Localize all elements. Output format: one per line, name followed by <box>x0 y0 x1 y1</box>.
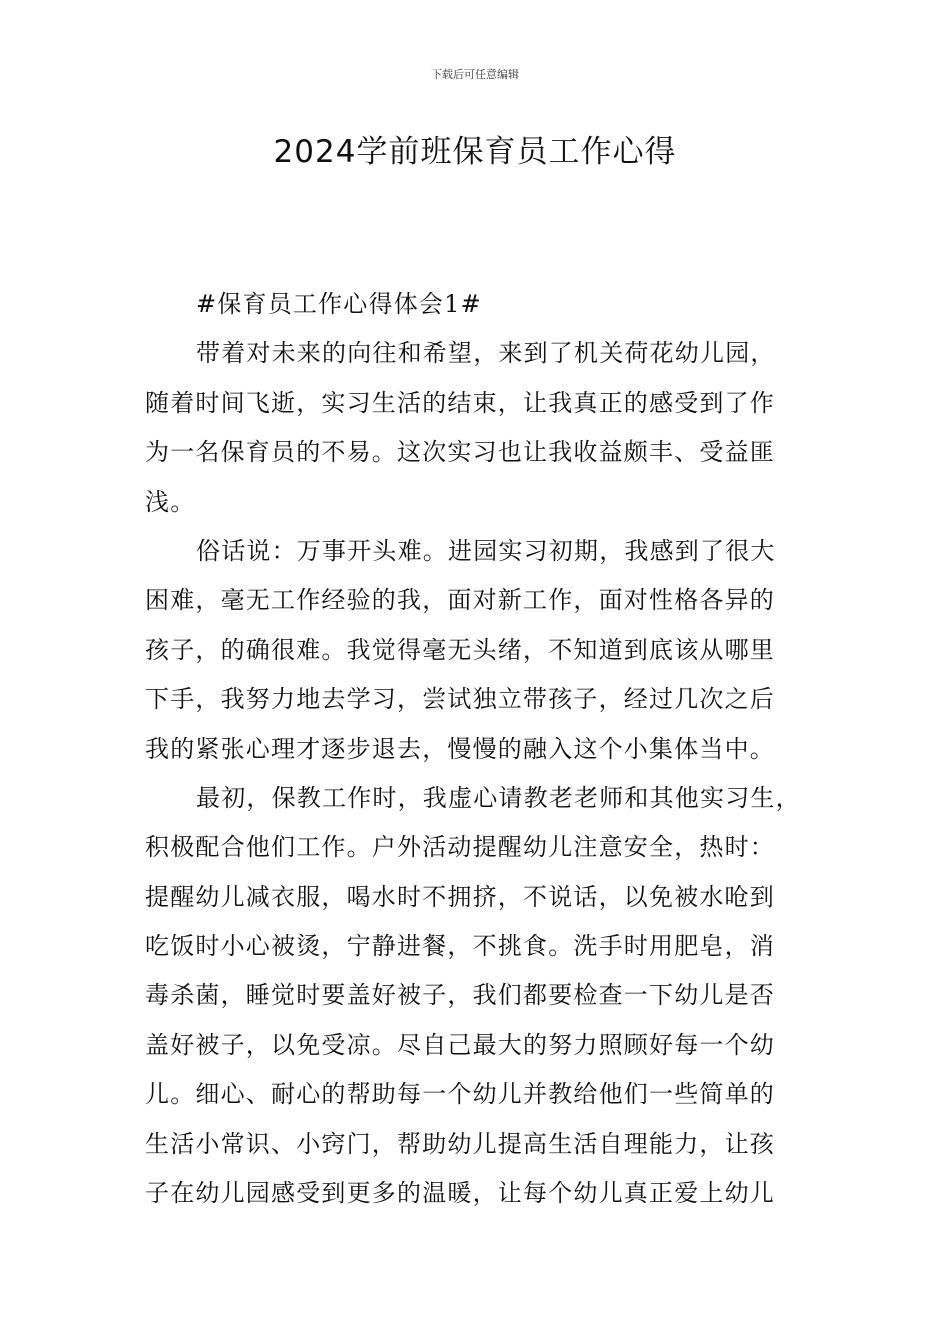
paragraph-line: 随着时间飞逝，实习生活的结束，让我真正的感受到了作 <box>145 388 775 417</box>
paragraph-line: 毒杀菌，睡觉时要盖好被子，我们都要检查一下幼儿是否 <box>145 981 775 1010</box>
paragraph-line: 困难，毫无工作经验的我，面对新工作，面对性格各异的 <box>145 586 775 615</box>
paragraph-line: 下手，我努力地去学习，尝试独立带孩子，经过几次之后 <box>145 685 775 714</box>
paragraph-line: 子在幼儿园感受到更多的温暖，让每个幼儿真正爱上幼儿 <box>145 1179 775 1208</box>
paragraph-line: 带着对未来的向往和希望，来到了机关荷花幼儿园， <box>196 339 776 368</box>
document-title: 2024学前班保育员工作心得 <box>273 134 677 170</box>
header-note: 下载后可任意编辑 <box>431 68 519 81</box>
paragraph-line: 孩子，的确很难。我觉得毫无头绪，不知道到底该从哪里 <box>145 635 775 664</box>
paragraph-line: 我的紧张心理才逐步退去，慢慢的融入这个小集体当中。 <box>145 734 775 763</box>
paragraph-line: 吃饭时小心被烫，宁静进餐，不挑食。洗手时用肥皂，消 <box>145 932 775 961</box>
document-body <box>145 280 809 1218</box>
paragraph-line: 俗话说：万事开头难。进园实习初期，我感到了很大 <box>196 536 776 565</box>
paragraph-line: 最初，保教工作时，我虚心请教老老师和其他实习生， <box>196 783 801 812</box>
paragraph-line: 提醒幼儿减衣服，喝水时不拥挤，不说话，以免被水呛到 <box>145 882 775 911</box>
paragraph-line: 积极配合他们工作。户外活动提醒幼儿注意安全，热时： <box>145 833 775 862</box>
paragraph-line: 生活小常识、小窍门，帮助幼儿提高生活自理能力，让孩 <box>145 1129 775 1158</box>
section-heading: #保育员工作心得体会1# <box>196 290 482 318</box>
paragraph-line: 盖好被子，以免受凉。尽自己最大的努力照顾好每一个幼 <box>145 1030 775 1059</box>
paragraph-line: 儿。细心、耐心的帮助每一个幼儿并教给他们一些简单的 <box>145 1080 775 1109</box>
paragraph-line: 浅。 <box>145 487 196 516</box>
paragraph-line: 为一名保育员的不易。这次实习也让我收益颇丰、受益匪 <box>145 438 775 467</box>
